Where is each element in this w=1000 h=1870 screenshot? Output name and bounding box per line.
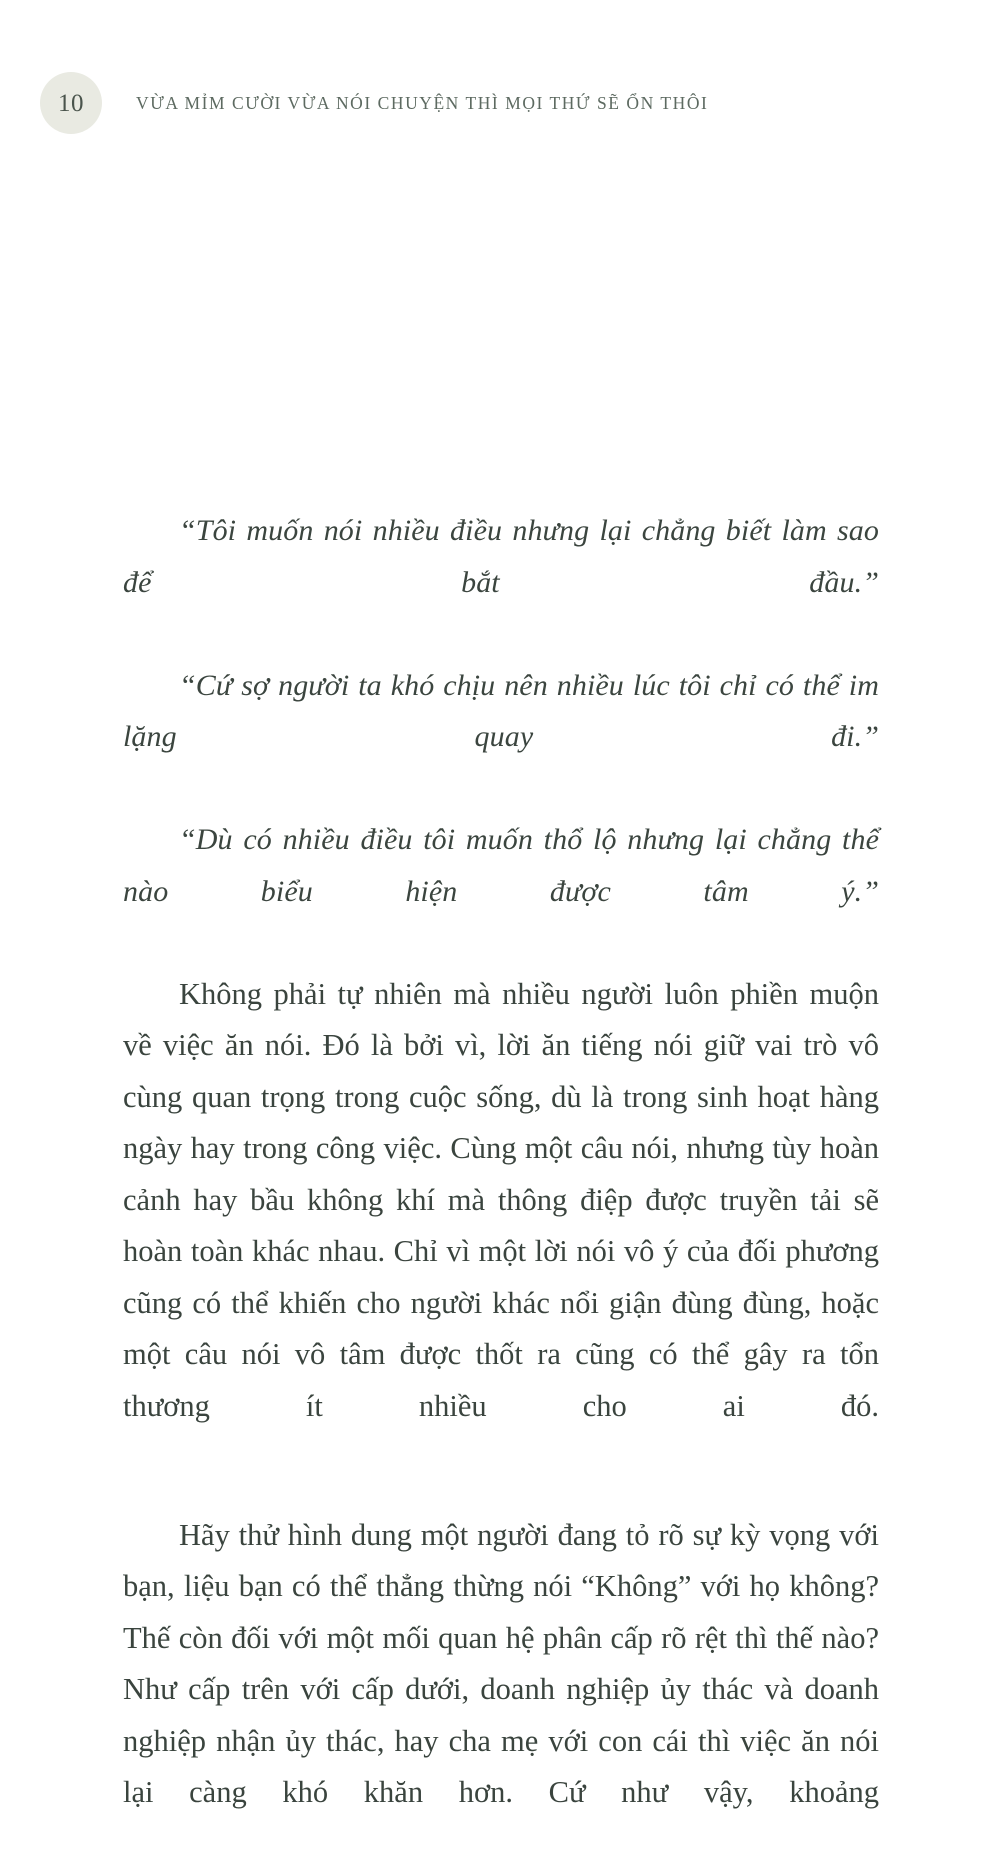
body-paragraph-1: Không phải tự nhiên mà nhiều người luôn phiền muộn về việc ăn nói. Đó là bởi vì, lời ăn tiếng nói giữ vai trò vô cùng quan trọng trong cuộc sống, dù là trong sinh hoạt hàng ngày hay trong công việc. Cùng một câu nói, nhưng tùy hoàn cảnh hay bầu không khí mà thông điệp được truyền tải sẽ hoàn toàn khác nhau. Chỉ vì một lời nói vô ý của đối phương cũng có thể khiến cho người khác nổi giận đùng đùng, hoặc một câu nói vô tâm được thốt ra cũng có thể gây ra tổn thương ít nhiều cho ai đó.: [123, 969, 879, 1484]
folio: [40, 72, 102, 134]
page-number: 10: [58, 91, 84, 116]
body-paragraph-2: Hãy thử hình dung một người đang tỏ rõ sự kỳ vọng với bạn, liệu bạn có thể thẳng thừng nói “Không” với họ không? Thế còn đối với một mối quan hệ phân cấp rõ rệt thì thế nào? Như cấp trên với cấp dưới, doanh nghiệp ủy thác và doanh nghiệp nhận ủy thác, hay cha mẹ với con cái thì việc ăn nói lại càng khó khăn hơn. Cứ như vậy, khoảng: [123, 1510, 879, 1870]
running-title: VỪA MỈM CƯỜI VỪA NÓI CHUYỆN THÌ MỌI THỨ SẼ ỔN THÔI: [136, 93, 708, 114]
quote-paragraph-3: “Dù có nhiều điều tôi muốn thổ lộ nhưng lại chẳng thể nào biểu hiện được tâm ý.”: [123, 814, 879, 969]
quote-paragraph-1: “Tôi muốn nói nhiều điều nhưng lại chẳng biết làm sao để bắt đầu.”: [123, 505, 879, 660]
quote-paragraph-2: “Cứ sợ người ta khó chịu nên nhiều lúc tôi chỉ có thể im lặng quay đi.”: [123, 660, 879, 815]
page-body: [123, 505, 879, 1870]
running-head: [40, 72, 960, 134]
